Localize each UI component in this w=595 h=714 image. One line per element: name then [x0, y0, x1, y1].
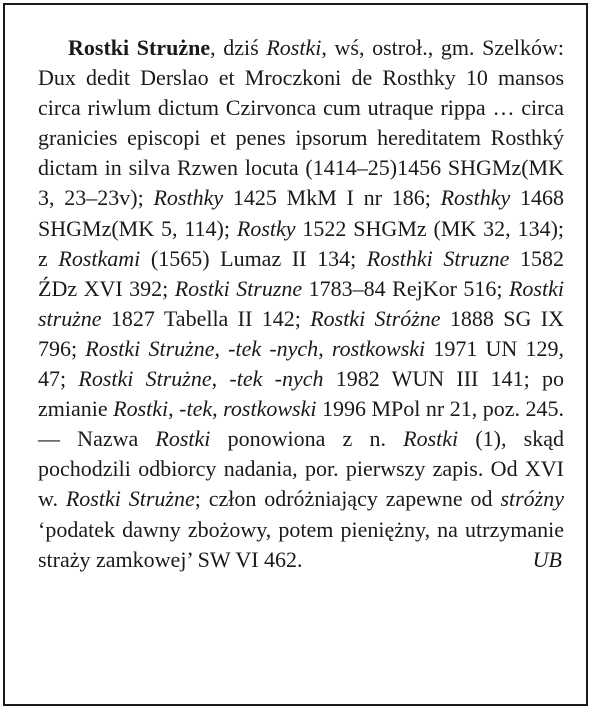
- entry-text-run: 1425 MkM I nr 186;: [223, 185, 441, 211]
- entry-text-run: 1996 MPol nr 21, poz. 245. — Nazwa: [38, 396, 565, 452]
- entry-italic-form: -tek -nych: [229, 366, 324, 392]
- entry-text-run: 1582 ŹDz XVI 392;: [38, 245, 565, 301]
- entry-frame: [3, 3, 588, 706]
- entry-text-run: ; człon odróżniający zapewne od: [194, 486, 501, 512]
- entry-italic-form: Rostki strużne: [38, 275, 564, 331]
- entry-text-run: 1971 UN 129, 47;: [38, 335, 564, 392]
- entry-italic-form: Rostki Stróżne: [310, 305, 441, 331]
- entry-italic-form: Rostky: [236, 215, 296, 241]
- entry-text-run: ,: [212, 396, 224, 422]
- entry-italic-form: Rostki Struzne: [174, 275, 303, 301]
- entry-italic-form: rostkowski: [331, 335, 426, 361]
- entry-text-run: ,: [318, 335, 332, 361]
- entry-text-run: 1468 SHGMz(MK 5, 114);: [38, 185, 564, 241]
- entry-italic-form: Rostki: [403, 426, 459, 452]
- entry-text-run: 1827 Tabella II 142;: [101, 305, 311, 331]
- entry-text-run: ,: [168, 396, 180, 422]
- entry-italic-form: Rosthki Struzne: [366, 245, 510, 271]
- entry-text-run: , wś, ostroł., gm. Szelków: Dux dedit Derslao et Mroczkoni de Rosthky 10 mansos circa riwlum dictum Czirvonca cum utraque rippa … circa granicies episcopi et penes ipsorum hereditatem Rosthký dictam in silva Rzwen locuta (1414–25)1456 SHGMz(MK 3, 23–23v);: [38, 35, 564, 211]
- entry-italic-form: Rostkami: [58, 245, 141, 271]
- entry-text-run: 1888 SG IX 796;: [38, 305, 564, 361]
- entry-italic-form: -tek -nych: [228, 335, 319, 361]
- entry-italic-form: Rostki Strużne: [78, 366, 212, 392]
- dictionary-entry: [38, 33, 564, 575]
- entry-italic-form: Rostki Strużne: [65, 486, 195, 512]
- entry-text-run: ,: [214, 335, 229, 361]
- entry-text-run: 1982 WUN III 141; po zmianie: [38, 366, 565, 422]
- entry-text-run: (1), skąd pochodzili odbiorcy nadania, por. pierwszy zapis. Od XVI w.: [38, 426, 564, 512]
- entry-italic-form: stróżny: [500, 486, 564, 512]
- entry-italic-form: Rostki: [155, 426, 211, 452]
- entry-headword: Rostki Strużne: [68, 35, 211, 60]
- entry-text-run: , dziś: [210, 35, 267, 60]
- entry-text-run: ponowiona z n.: [210, 426, 404, 452]
- entry-italic-form: Rostki Strużne: [85, 335, 215, 361]
- entry-italic-form: Rosthky: [440, 185, 511, 211]
- entry-italic-form: -tek: [179, 396, 213, 422]
- entry-italic-form: Rostki: [113, 396, 169, 422]
- entry-text-run: 1522 SHGMz (MK 32, 134); z: [38, 215, 565, 271]
- entry-text-run: ,: [211, 366, 230, 392]
- entry-text-run: 1783–84 RejKor 516;: [302, 275, 509, 301]
- entry-text-run: ‘podatek dawny zbożowy, potem pieniężny, na utrzymanie straży zamkowej’ SW VI 462.: [38, 516, 564, 572]
- entry-italic-form: Rosthky: [153, 185, 224, 211]
- entry-italic-form: Rostki: [266, 35, 322, 60]
- entry-italic-form: rostkowski: [223, 396, 317, 422]
- author-initials: UB: [532, 546, 562, 572]
- entry-text-run: (1565) Lumaz II 134;: [140, 245, 367, 271]
